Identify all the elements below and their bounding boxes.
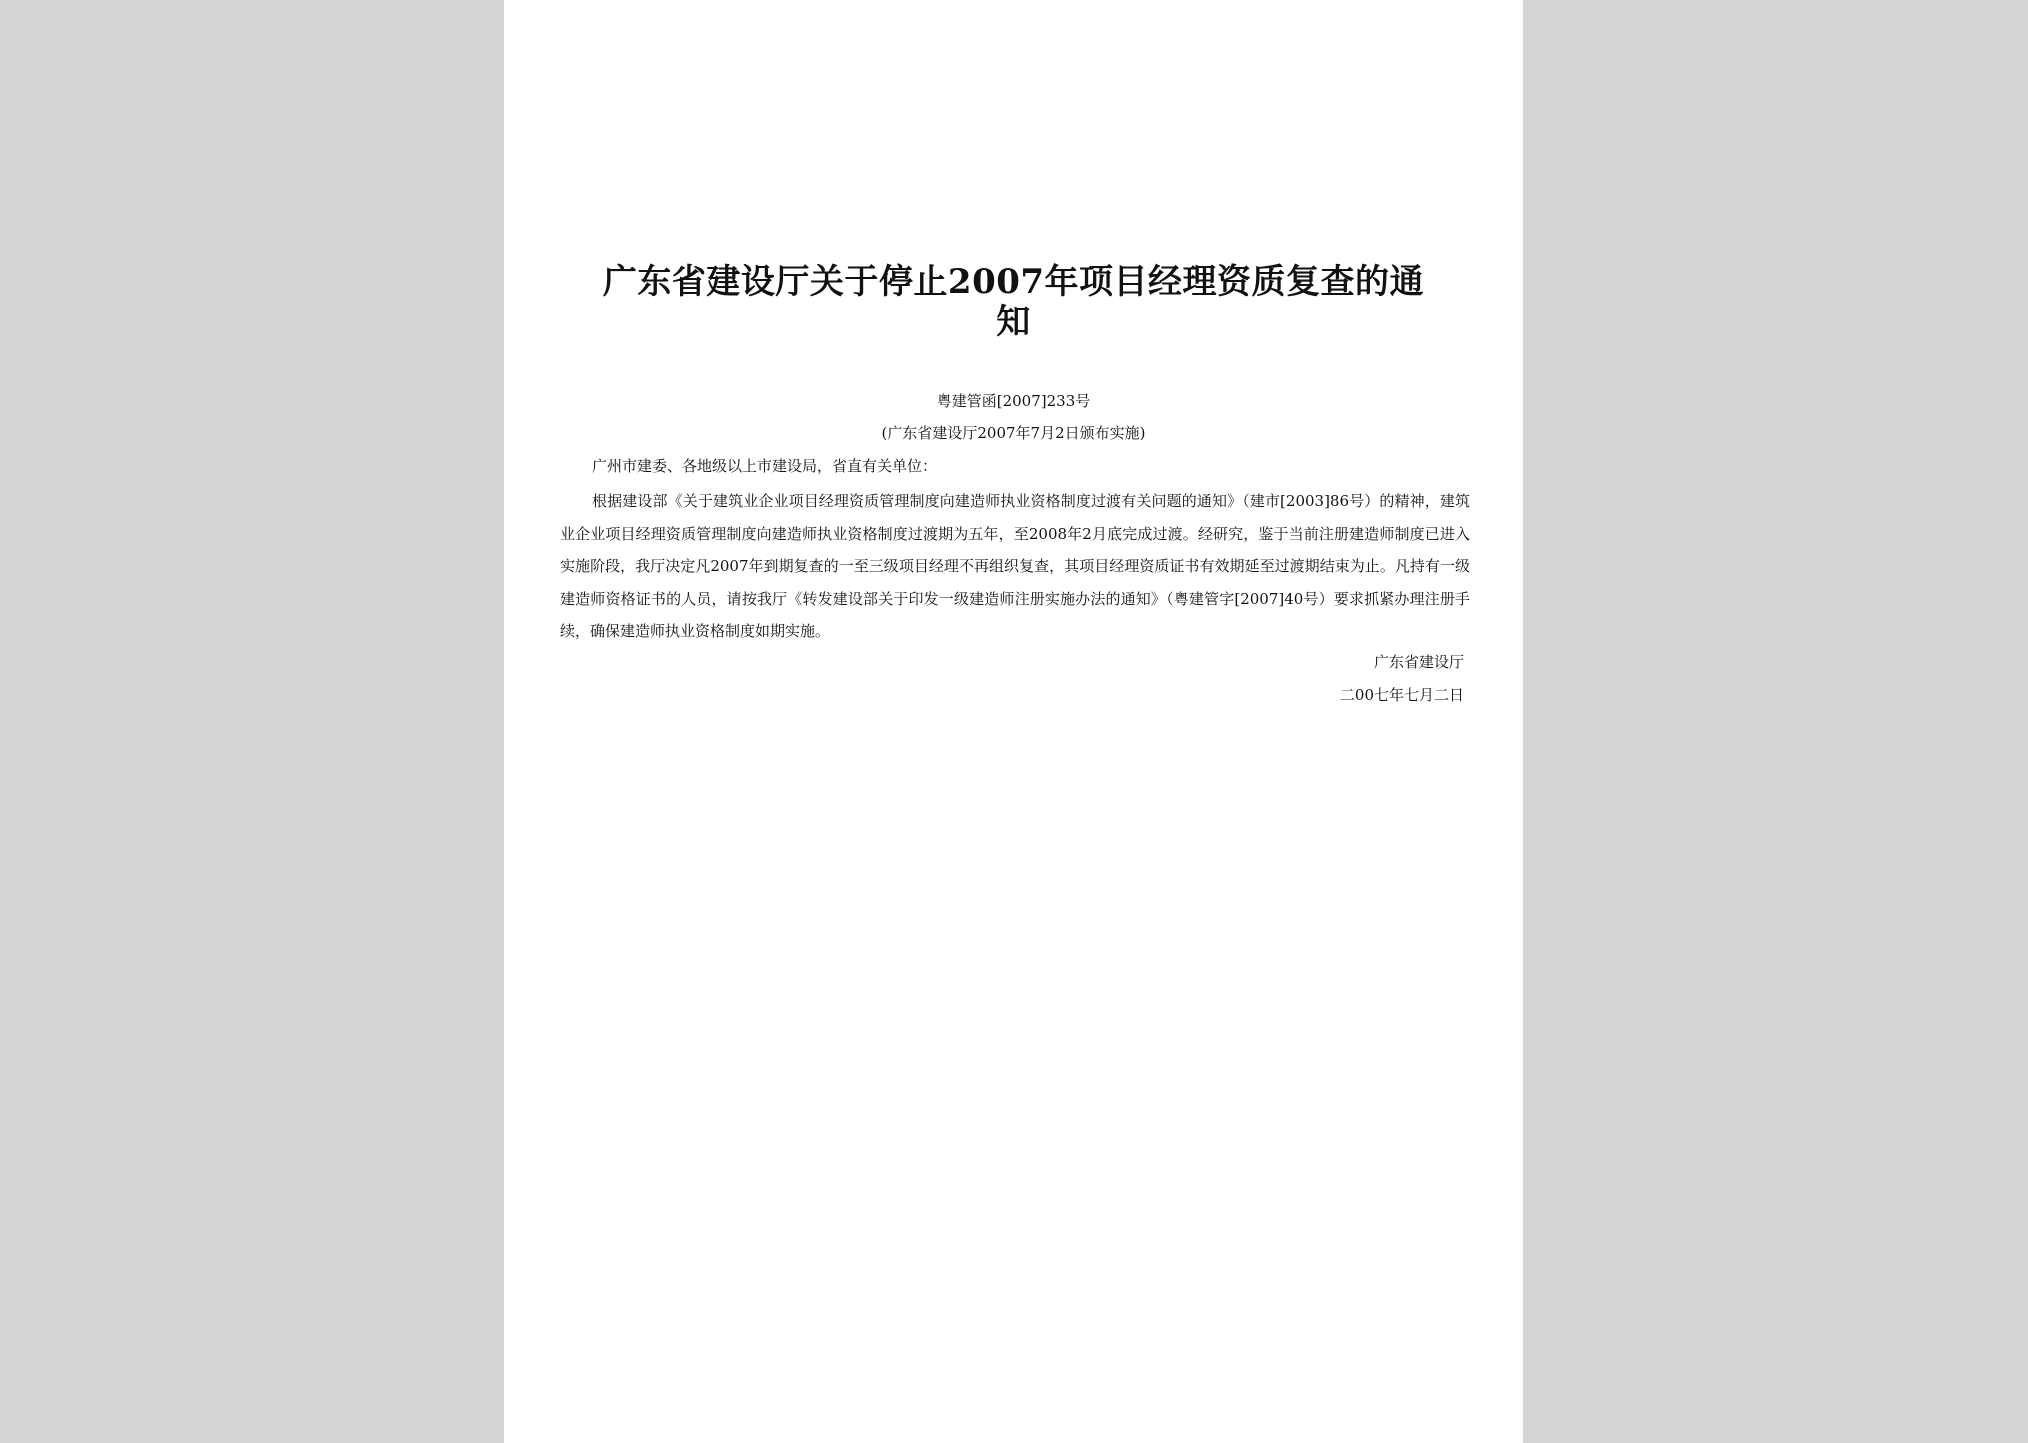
salutation: 广州市建委、各地级以上市建设局，省直有关单位： bbox=[592, 457, 938, 475]
issuer-signature: 广东省建设厅 bbox=[1373, 653, 1464, 671]
body-paragraph: 根据建设部《关于建筑业企业项目经理资质管理制度向建造师执业资格制度过渡有关问题的通知》（建市[2003]86号）的精神，建筑业企业项目经理资质管理制度向建造师执业资格制度过渡期为五年，至2008年2月底完成过渡。经研究，鉴于当前注册建造师制度已进入实施阶段，我厅决定凡2007年到期复查的一至三级项目经理不再组织复查，其项目经理资质证书有效期延至过渡期结束为止。凡持有一级建造师资格证书的人员，请按我厅《转发建设部关于印发一级建造师注册实施办法的通知》（粤建管字[2007]40号）要求抓紧办理注册手续，确保建造师执业资格制度如期实施。 bbox=[560, 492, 1470, 640]
document-number: 粤建管函[2007]233号 bbox=[936, 392, 1091, 410]
signature-date: 二00七年七月二日 bbox=[1339, 686, 1464, 704]
issued-note: (广东省建设厅2007年7月2日颁布实施) bbox=[881, 424, 1146, 442]
document-title: 广东省建设厅关于停止2007年项目经理资质复查的通知 bbox=[602, 262, 1425, 342]
document-page bbox=[504, 0, 1523, 1443]
